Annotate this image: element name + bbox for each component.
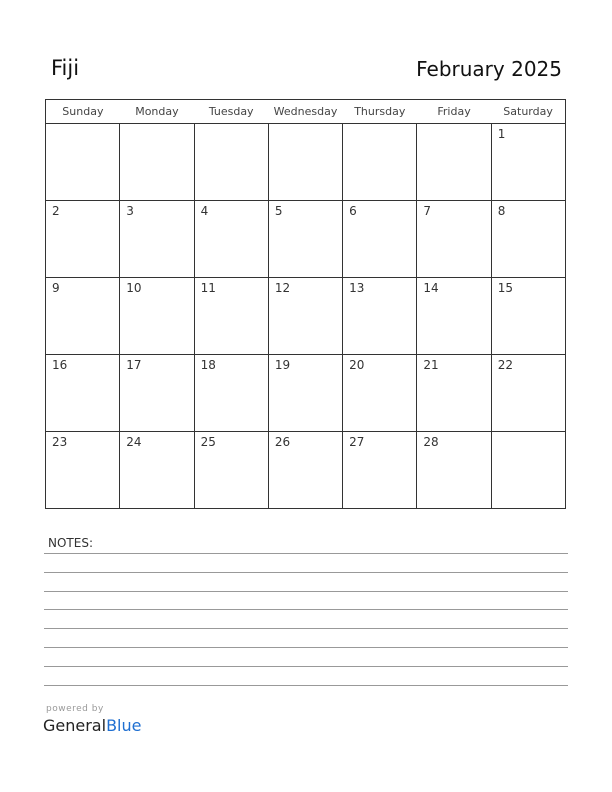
- day-cell: [268, 355, 342, 432]
- day-cell: [417, 355, 491, 432]
- day-number: 19: [274, 358, 291, 372]
- day-cell: [46, 124, 120, 201]
- day-cell: [120, 201, 194, 278]
- note-line: [44, 628, 568, 629]
- day-cell: [491, 124, 565, 201]
- note-line: [44, 685, 568, 686]
- day-cell: [120, 355, 194, 432]
- note-line: [44, 572, 568, 573]
- day-number: 23: [52, 435, 68, 449]
- day-cell: [417, 124, 491, 201]
- day-number: [195, 124, 268, 127]
- note-line: [44, 666, 568, 667]
- day-cell: [491, 201, 565, 278]
- day-number: 21: [423, 358, 439, 372]
- day-cell: [343, 278, 417, 355]
- day-number: 3: [126, 204, 134, 218]
- day-number: 22: [497, 358, 513, 372]
- day-number: 18: [200, 358, 216, 372]
- calendar-week-row: [46, 355, 566, 432]
- day-cell: [491, 278, 565, 355]
- weekday-monday: Monday: [120, 100, 194, 124]
- day-cell: [268, 278, 342, 355]
- day-cell: [417, 278, 491, 355]
- day-number: 15: [497, 281, 513, 295]
- day-number: 7: [423, 204, 432, 218]
- day-cell: [268, 124, 342, 201]
- weekday-thursday: Thursday: [343, 100, 417, 124]
- day-cell: [194, 432, 268, 509]
- weekday-friday: Friday: [417, 100, 491, 124]
- day-cell: [194, 201, 268, 278]
- day-cell: [343, 124, 417, 201]
- day-number: [417, 124, 490, 127]
- day-number: 2: [52, 204, 60, 218]
- day-cell: [194, 124, 268, 201]
- calendar-week-row: [46, 201, 566, 278]
- weekday-saturday: Saturday: [491, 100, 565, 124]
- day-number: 17: [126, 358, 142, 372]
- day-number: 10: [126, 281, 142, 295]
- brand-general: General: [43, 716, 107, 735]
- day-number: 27: [349, 435, 365, 449]
- day-number: 11: [200, 281, 216, 295]
- day-cell: [417, 201, 491, 278]
- calendar-week-row: [46, 278, 566, 355]
- day-cell: [343, 355, 417, 432]
- day-number: 4: [200, 204, 209, 218]
- calendar-grid: [45, 99, 566, 509]
- day-number: 25: [200, 435, 216, 449]
- day-number: [492, 432, 565, 435]
- day-number: 20: [349, 358, 365, 372]
- note-line: [44, 609, 568, 610]
- day-number: 14: [423, 281, 439, 295]
- day-number: 8: [497, 204, 506, 218]
- notes-label: NOTES:: [48, 536, 93, 550]
- powered-by-text: powered by: [46, 704, 104, 714]
- month-title: February 2025: [416, 57, 562, 81]
- day-cell: [120, 124, 194, 201]
- day-cell: [46, 201, 120, 278]
- brand-blue: Blue: [106, 716, 142, 735]
- weekday-header-row: [46, 100, 566, 124]
- day-cell: [46, 432, 120, 509]
- day-cell: [343, 432, 417, 509]
- day-cell: [268, 201, 342, 278]
- day-cell: [120, 278, 194, 355]
- day-cell: [120, 432, 194, 509]
- day-number: 6: [349, 204, 357, 218]
- day-cell: [491, 355, 565, 432]
- day-number: 9: [52, 281, 60, 295]
- day-cell: [46, 278, 120, 355]
- day-number: 1: [497, 127, 506, 141]
- day-number: 26: [274, 435, 291, 449]
- weekday-wednesday: Wednesday: [268, 100, 342, 124]
- generalblue-logo: [43, 716, 141, 735]
- day-cell: [46, 355, 120, 432]
- day-number: 24: [126, 435, 142, 449]
- day-number: [120, 124, 193, 127]
- day-number: [269, 124, 342, 127]
- day-cell: [417, 432, 491, 509]
- day-number: 5: [274, 204, 283, 218]
- day-number: [343, 124, 416, 127]
- day-cell: [491, 432, 565, 509]
- day-number: 28: [423, 435, 439, 449]
- day-cell: [194, 355, 268, 432]
- day-cell: [268, 432, 342, 509]
- note-line: [44, 553, 568, 554]
- day-number: 12: [274, 281, 291, 295]
- weekday-tuesday: Tuesday: [194, 100, 268, 124]
- calendar-week-row: [46, 432, 566, 509]
- day-number: 13: [349, 281, 365, 295]
- day-cell: [343, 201, 417, 278]
- calendar-week-row: [46, 124, 566, 201]
- country-title: Fiji: [51, 56, 80, 80]
- weekday-sunday: Sunday: [46, 100, 120, 124]
- note-line: [44, 591, 568, 592]
- day-cell: [194, 278, 268, 355]
- note-line: [44, 647, 568, 648]
- day-number: [46, 124, 119, 127]
- day-number: 16: [52, 358, 68, 372]
